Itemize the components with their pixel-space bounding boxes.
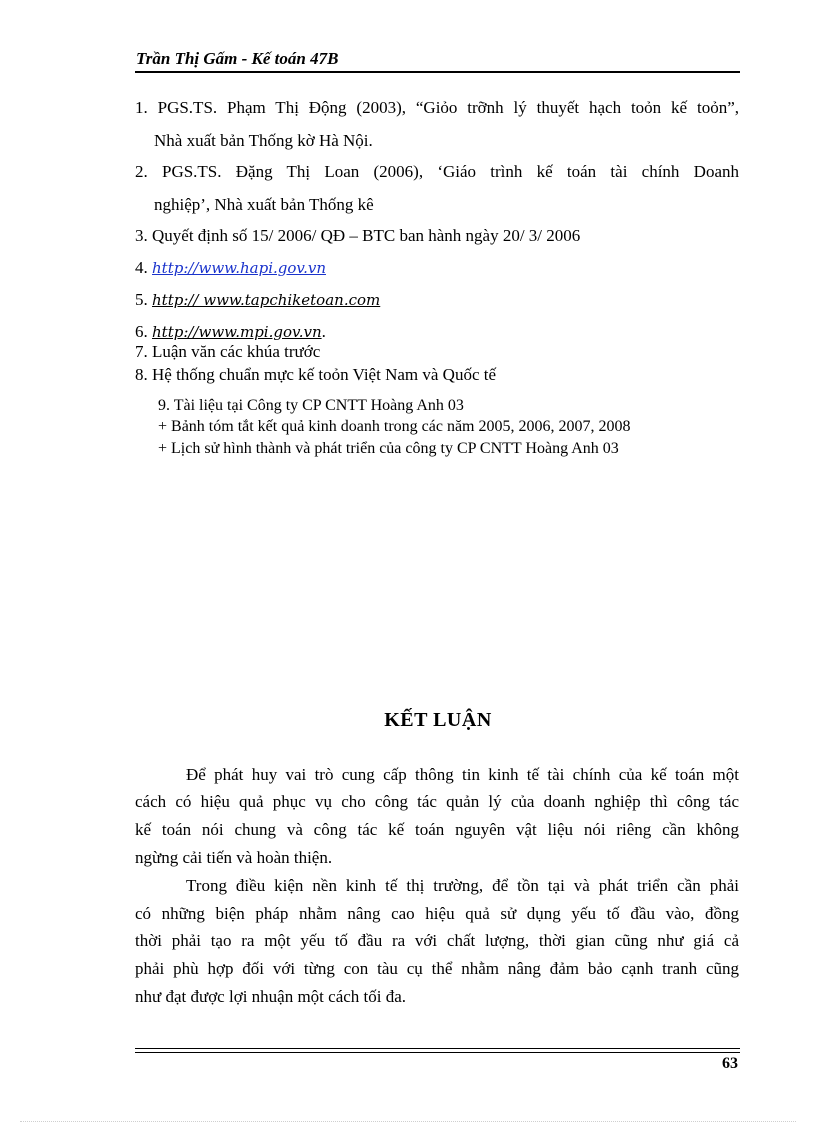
paragraph-line: phải phù hợp đối với từng con tàu cụ thể nhằm nâng đảm bảo cạnh tranh cũng — [135, 959, 739, 978]
reference-item-6 — [135, 322, 326, 342]
hapi-link[interactable]: http://www.hapi.gov.vn — [152, 259, 326, 277]
conclusion-title: KẾT LUẬN — [384, 709, 492, 731]
paragraph-line: Để phát huy vai trò cung cấp thông tin kinh tế tài chính của kế toán một — [186, 765, 739, 784]
reference-item-5 — [135, 290, 380, 310]
reference-item-4 — [135, 258, 326, 278]
reference-item-1-line-2: Nhà xuất bản Thống kờ Hà Nội. — [154, 131, 373, 150]
reference-item-2-line-1: 2. PGS.TS. Đặng Thị Loan (2006), ‘Giáo trình kế toán tài chính Doanh — [135, 162, 739, 181]
page-header-title: Trần Thị Gấm - Kế toán 47B — [136, 49, 339, 68]
reference-item-5-number: 5. — [135, 290, 148, 309]
page-number: 63 — [722, 1055, 738, 1072]
reference-sub-item-2: + Lịch sử hình thành và phát triển của công ty CP CNTT Hoàng Anh 03 — [158, 440, 619, 457]
header-divider — [135, 71, 740, 73]
reference-item-8: 8. Hệ thống chuẩn mực kế toỏn Việt Nam và Quốc tế — [135, 365, 497, 384]
paragraph-line: thời phải tạo ra một yếu tố đầu ra với chất lượng, thời gian cũng như giá cả — [135, 931, 739, 950]
footer-divider-top — [135, 1048, 740, 1049]
reference-item-6-number: 6. — [135, 322, 148, 341]
reference-item-7: 7. Luận văn các khúa trước — [135, 342, 321, 361]
reference-item-4-number: 4. — [135, 258, 148, 277]
mpi-link[interactable]: http://www.mpi.gov.vn — [152, 323, 322, 341]
reference-item-6-suffix: . — [321, 322, 326, 341]
reference-item-1-line-1: 1. PGS.TS. Phạm Thị Động (2003), “Giỏo trỡnh lý thuyết hạch toỏn kế toỏn”, — [135, 98, 739, 117]
tapchiketoan-link[interactable]: http:// www.tapchiketoan.com — [152, 291, 381, 309]
reference-item-9: 9. Tài liệu tại Công ty CP CNTT Hoàng Anh 03 — [158, 397, 464, 414]
paragraph-line: như đạt được lợi nhuận một cách tối đa. — [135, 987, 407, 1006]
paragraph-line: có những biện pháp nhằm nâng cao hiệu quả sử dụng yếu tố đầu vào, đồng — [135, 904, 739, 923]
reference-item-3: 3. Quyết định số 15/ 2006/ QĐ – BTC ban hành ngày 20/ 3/ 2006 — [135, 226, 581, 245]
reference-sub-item-1: + Bảnh tóm tắt kết quả kinh doanh trong các năm 2005, 2006, 2007, 2008 — [158, 418, 631, 435]
paragraph-line: cách có hiệu quả phục vụ cho công tác quản lý của doanh nghiệp thì công tác — [135, 792, 739, 811]
paragraph-line: ngừng cải tiến và hoàn thiện. — [135, 848, 333, 867]
footer-divider-bottom — [135, 1052, 740, 1053]
page-edge-dotted-line — [20, 1121, 796, 1122]
paragraph-line: Trong điều kiện nền kinh tế thị trường, để tồn tại và phát triển cần phải — [186, 876, 739, 895]
reference-item-2-line-2: nghiệp’, Nhà xuất bản Thống kê — [154, 195, 374, 214]
paragraph-line: kế toán nói chung và công tác kế toán nguyên vật liệu nói riêng cần không — [135, 820, 739, 839]
